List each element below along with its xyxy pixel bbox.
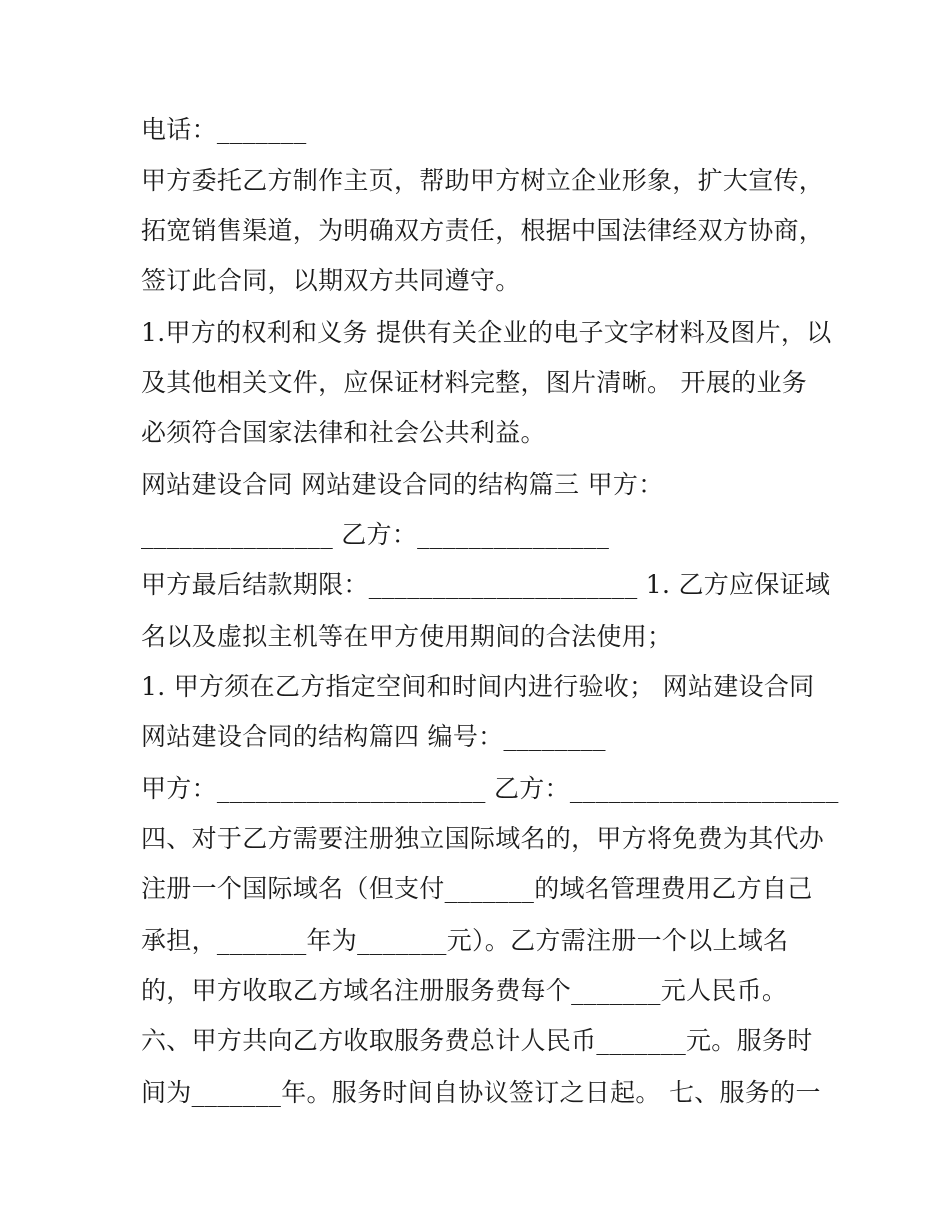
text-line: 甲方：_____________________ 乙方：_____________________: [141, 774, 839, 803]
text-line: _______________ 乙方：_______________: [141, 520, 610, 549]
text-line: 间为_______年。服务时间自协议签订之日起。 七、服务的一: [141, 1078, 821, 1107]
text-line: 签订此合同，以期双方共同遵守。: [141, 266, 521, 295]
text-line: 电话：_______: [141, 115, 307, 144]
text-line: 1. 甲方须在乙方指定空间和时间内进行验收； 网站建设合同: [141, 672, 815, 701]
text-line: 网站建设合同 网站建设合同的结构篇三 甲方：: [141, 470, 664, 499]
text-line: 甲方最后结款期限：_____________________ 1. 乙方应保证域: [141, 570, 831, 599]
text-line: 网站建设合同的结构篇四 编号：________: [141, 722, 606, 751]
text-line: 甲方委托乙方制作主页，帮助甲方树立企业形象，扩大宣传，: [141, 166, 825, 195]
text-line: 拓宽销售渠道，为明确双方责任，根据中国法律经双方协商，: [141, 216, 825, 245]
text-line: 1.甲方的权利和义务 提供有关企业的电子文字材料及图片，以: [141, 318, 832, 347]
text-line: 名以及虚拟主机等在甲方使用期间的合法使用；: [141, 622, 673, 651]
text-line: 必须符合国家法律和社会公共利益。: [141, 418, 546, 447]
text-line: 的，甲方收取乙方域名注册服务费每个_______元人民币。: [141, 976, 788, 1005]
text-line: 四、对于乙方需要注册独立国际域名的，甲方将免费为其代办: [141, 824, 825, 853]
text-line: 承担，_______年为_______元）。乙方需注册一个以上域名: [141, 926, 789, 955]
text-line: 六、甲方共向乙方收取服务费总计人民币_______元。服务时: [141, 1026, 813, 1055]
text-line: 注册一个国际域名（但支付_______的域名管理费用乙方自己: [141, 874, 813, 903]
text-line: 及其他相关文件，应保证材料完整，图片清晰。 开展的业务: [141, 368, 808, 397]
